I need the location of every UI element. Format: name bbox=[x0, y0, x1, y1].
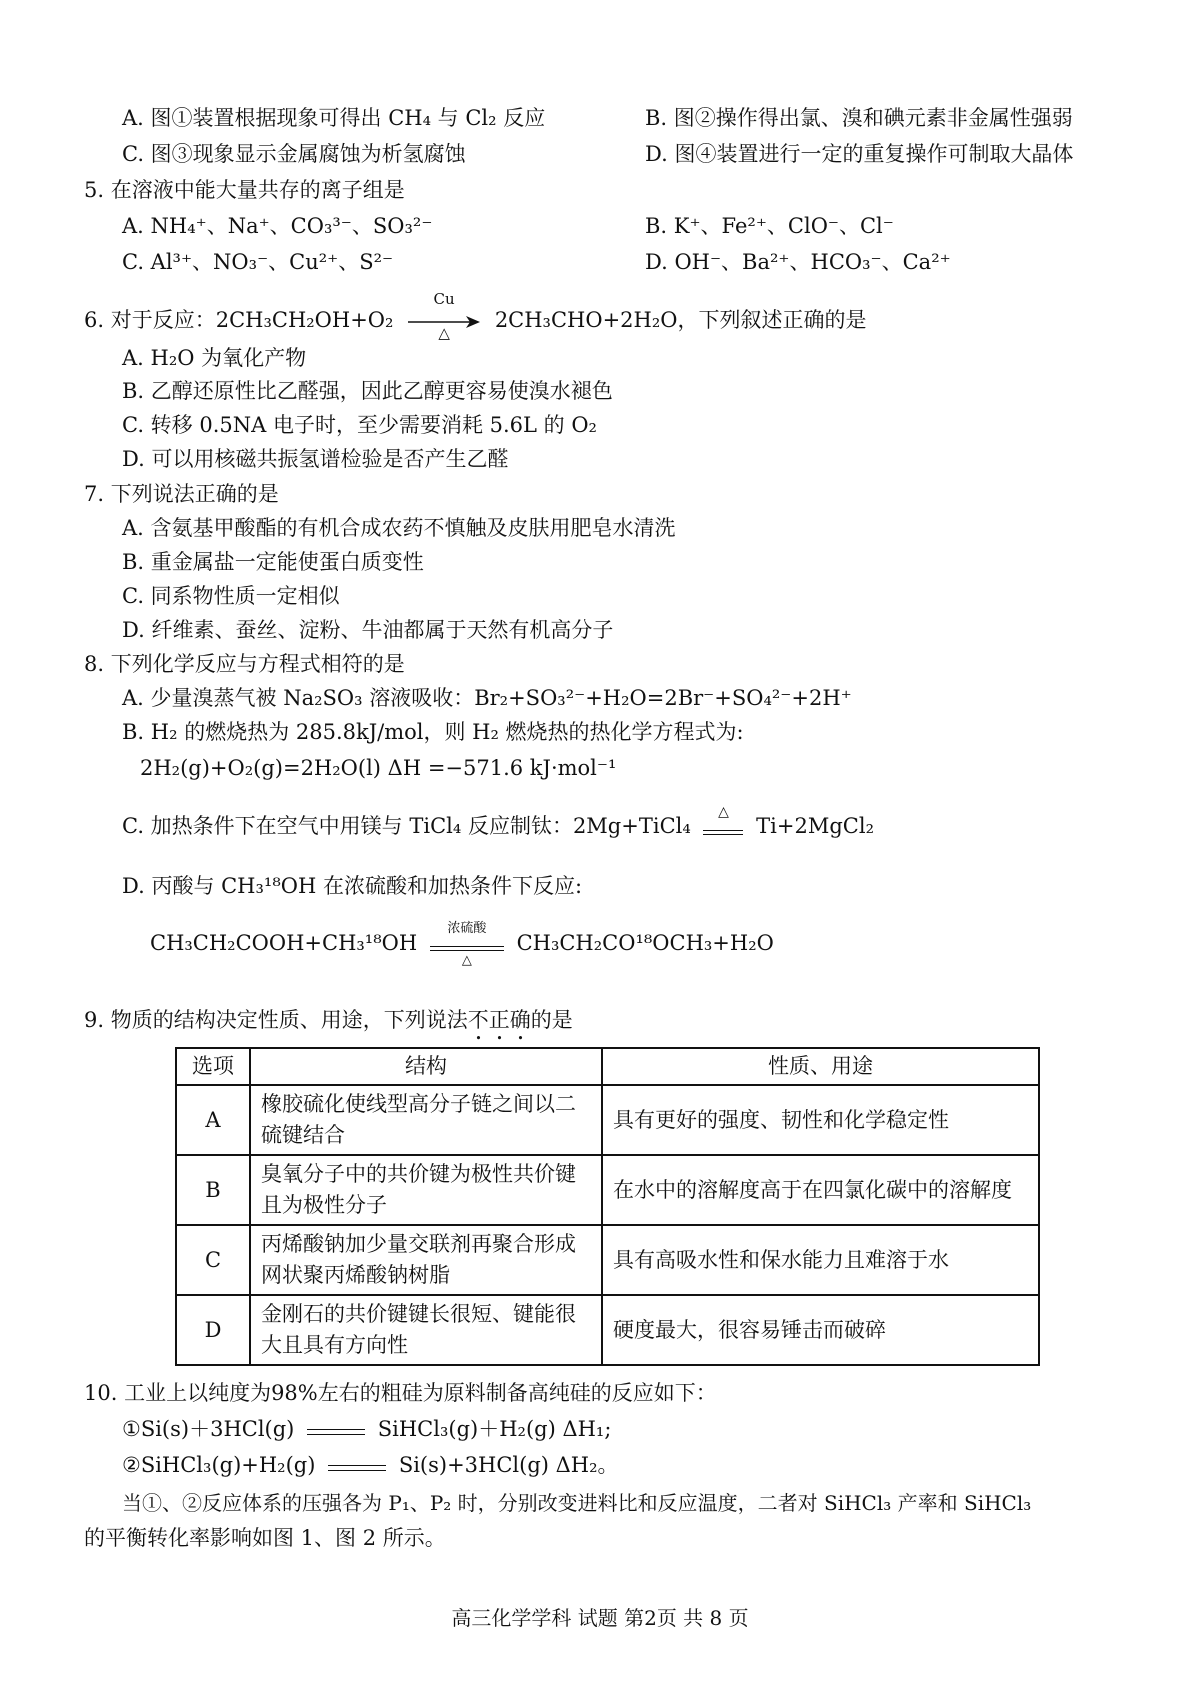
q10-reaction-2 bbox=[122, 1447, 619, 1483]
q8-option-d: D. 丙酸与 CH₃¹⁸OH 在浓硫酸和加热条件下反应: bbox=[122, 874, 583, 898]
header-property: 性质、用途 bbox=[602, 1048, 1039, 1085]
table-row bbox=[176, 1295, 1039, 1365]
q6-option-d: D. 可以用核磁共振氢谱检验是否产生乙醛 bbox=[122, 447, 509, 471]
structure-cell bbox=[250, 1085, 602, 1155]
heat-label: △ bbox=[438, 323, 450, 342]
q7-option-a: A. 含氨基甲酸酯的有机合成农药不慎触及皮肤用肥皂水清洗 bbox=[122, 516, 676, 540]
table-header-row bbox=[176, 1048, 1039, 1085]
q8-option-b-equation: 2H₂(g)+O₂(g)=2H₂O(l) ΔH =−571.6 kJ·mol⁻¹ bbox=[140, 756, 617, 780]
table-row bbox=[176, 1225, 1039, 1295]
q10-reaction-1 bbox=[122, 1411, 611, 1447]
q9-table bbox=[175, 1047, 1040, 1366]
q6-option-a: A. H₂O 为氧化产物 bbox=[122, 346, 307, 370]
q8-option-a: A. 少量溴蒸气被 Na₂SO₃ 溶液吸收：Br₂+SO₃²⁻+H₂O=2Br⁻+SO₄²⁻+2H⁺ bbox=[122, 686, 852, 710]
q10-stem: 10. 工业上以纯度为98%左右的粗硅为原料制备高纯硅的反应如下： bbox=[84, 1381, 717, 1405]
q9-stem bbox=[84, 1002, 573, 1045]
row-label: C bbox=[176, 1225, 250, 1295]
heat-equals-sign bbox=[701, 803, 745, 840]
header-structure: 结构 bbox=[250, 1048, 602, 1085]
reaction-2-products: Si(s)+3HCl(g) ΔH₂。 bbox=[398, 1453, 619, 1477]
q7-option-b: B. 重金属盐一定能使蛋白质变性 bbox=[122, 550, 424, 574]
q6-option-b: B. 乙醇还原性比乙醛强，因此乙醇更容易使溴水褪色 bbox=[122, 379, 613, 403]
q6-stem-reactants: 6. 对于反应：2CH₃CH₂OH+O₂ bbox=[84, 308, 394, 332]
q8-option-b: B. H₂ 的燃烧热为 285.8kJ/mol，则 H₂ 燃烧热的热化学方程式为: bbox=[122, 720, 744, 744]
q6-option-c: C. 转移 0.5NA 电子时，至少需要消耗 5.6L 的 O₂ bbox=[122, 413, 597, 437]
q6-stem bbox=[84, 289, 867, 342]
equilibrium-sign bbox=[307, 1419, 365, 1443]
q7-option-d: D. 纤维素、蚕丝、淀粉、牛油都属于天然有机高分子 bbox=[122, 618, 614, 642]
q4-option-d: D. 图④装置进行一定的重复操作可制取大晶体 bbox=[645, 142, 1074, 166]
q8-option-c-products: Ti+2MgCl₂ bbox=[756, 814, 874, 838]
property-cell: 具有高吸水性和保水能力且难溶于水 bbox=[602, 1225, 1039, 1295]
structure-cell: 臭氧分子中的共价键为极性共价键且为极性分子 bbox=[250, 1155, 602, 1225]
q4-option-b: B. 图②操作得出氯、溴和碘元素非金属性强弱 bbox=[645, 106, 1073, 130]
heat-label: △ bbox=[461, 952, 472, 968]
q8-option-d-equation bbox=[150, 920, 774, 968]
equilibrium-sign bbox=[328, 1455, 386, 1479]
q8-d-reactants: CH₃CH₂COOH+CH₃¹⁸OH bbox=[150, 931, 418, 955]
page-footer: 高三化学学科 试题 第2页 共 8 页 bbox=[451, 1606, 749, 1630]
row-label: A bbox=[176, 1085, 250, 1155]
condition-equals-sign bbox=[428, 920, 506, 968]
q8-option-c-text: C. 加热条件下在空气中用镁与 TiCl₄ 反应制钛：2Mg+TiCl₄ bbox=[122, 814, 691, 838]
heat-label: △ bbox=[718, 803, 729, 820]
q5-stem: 5. 在溶液中能大量共存的离子组是 bbox=[84, 178, 405, 202]
table-row bbox=[176, 1085, 1039, 1155]
q5-option-b: B. K⁺、Fe²⁺、ClO⁻、Cl⁻ bbox=[645, 214, 894, 238]
header-option: 选项 bbox=[176, 1048, 250, 1085]
q9-stem-end: 的是 bbox=[530, 1008, 573, 1032]
row-label: D bbox=[176, 1295, 250, 1365]
q4-option-a: A. 图①装置根据现象可得出 CH₄ 与 Cl₂ 反应 bbox=[122, 106, 546, 130]
q10-paragraph-line-1: 当①、②反应体系的压强各为 P₁、P₂ 时，分别改变进料比和反应温度，二者对 SiHCl₃ 产率和 SiHCl₃ bbox=[122, 1491, 1032, 1515]
property-cell: 硬度最大，很容易锤击而破碎 bbox=[602, 1295, 1039, 1365]
q10-paragraph-line-2: 的平衡转化率影响如图 1、图 2 所示。 bbox=[84, 1526, 446, 1550]
property-cell: 在水中的溶解度高于在四氯化碳中的溶解度 bbox=[602, 1155, 1039, 1225]
reaction-arrow bbox=[406, 289, 482, 342]
reaction-1-products: SiHCl₃(g)＋H₂(g) ΔH₁; bbox=[377, 1417, 612, 1441]
catalyst-label: Cu bbox=[433, 289, 455, 308]
structure-cell: 金刚石的共价键键长很短、键能很大且具有方向性 bbox=[250, 1295, 602, 1365]
structure-cell: 丙烯酸钠加少量交联剂再聚合形成网状聚丙烯酸钠树脂 bbox=[250, 1225, 602, 1295]
property-cell: 具有更好的强度、韧性和化学稳定性 bbox=[602, 1085, 1039, 1155]
q8-d-products: CH₃CH₂CO¹⁸OCH₃+H₂O bbox=[516, 931, 774, 955]
q5-option-c: C. Al³⁺、NO₃⁻、Cu²⁺、S²⁻ bbox=[122, 250, 394, 274]
q6-stem-products: 2CH₃CHO+2H₂O，下列叙述正确的是 bbox=[494, 308, 867, 332]
q8-stem: 8. 下列化学反应与方程式相符的是 bbox=[84, 652, 405, 676]
q4-option-c: C. 图③现象显示金属腐蚀为析氢腐蚀 bbox=[122, 142, 466, 166]
q7-option-c: C. 同系物性质一定相似 bbox=[122, 584, 340, 608]
q7-stem: 7. 下列说法正确的是 bbox=[84, 482, 279, 506]
q5-option-d: D. OH⁻、Ba²⁺、HCO₃⁻、Ca²⁺ bbox=[645, 250, 951, 274]
row-label: B bbox=[176, 1155, 250, 1225]
reaction-2-reactants: ②SiHCl₃(g)+H₂(g) bbox=[122, 1453, 316, 1477]
q9-stem-text: 9. 物质的结构决定性质、用途，下列说法 bbox=[84, 1008, 468, 1032]
q5-option-a: A. NH₄⁺、Na⁺、CO₃³⁻、SO₃²⁻ bbox=[122, 214, 433, 238]
q8-option-c bbox=[122, 803, 874, 844]
table-row bbox=[176, 1155, 1039, 1225]
catalyst-label: 浓硫酸 bbox=[447, 920, 487, 936]
reaction-1-reactants: ①Si(s)＋3HCl(g) bbox=[122, 1417, 295, 1441]
q9-stem-emphasis: 不正确 bbox=[467, 1008, 531, 1032]
structure-text: 橡胶硫化使线型高分子链之间以二硫键结合 bbox=[261, 1092, 576, 1147]
